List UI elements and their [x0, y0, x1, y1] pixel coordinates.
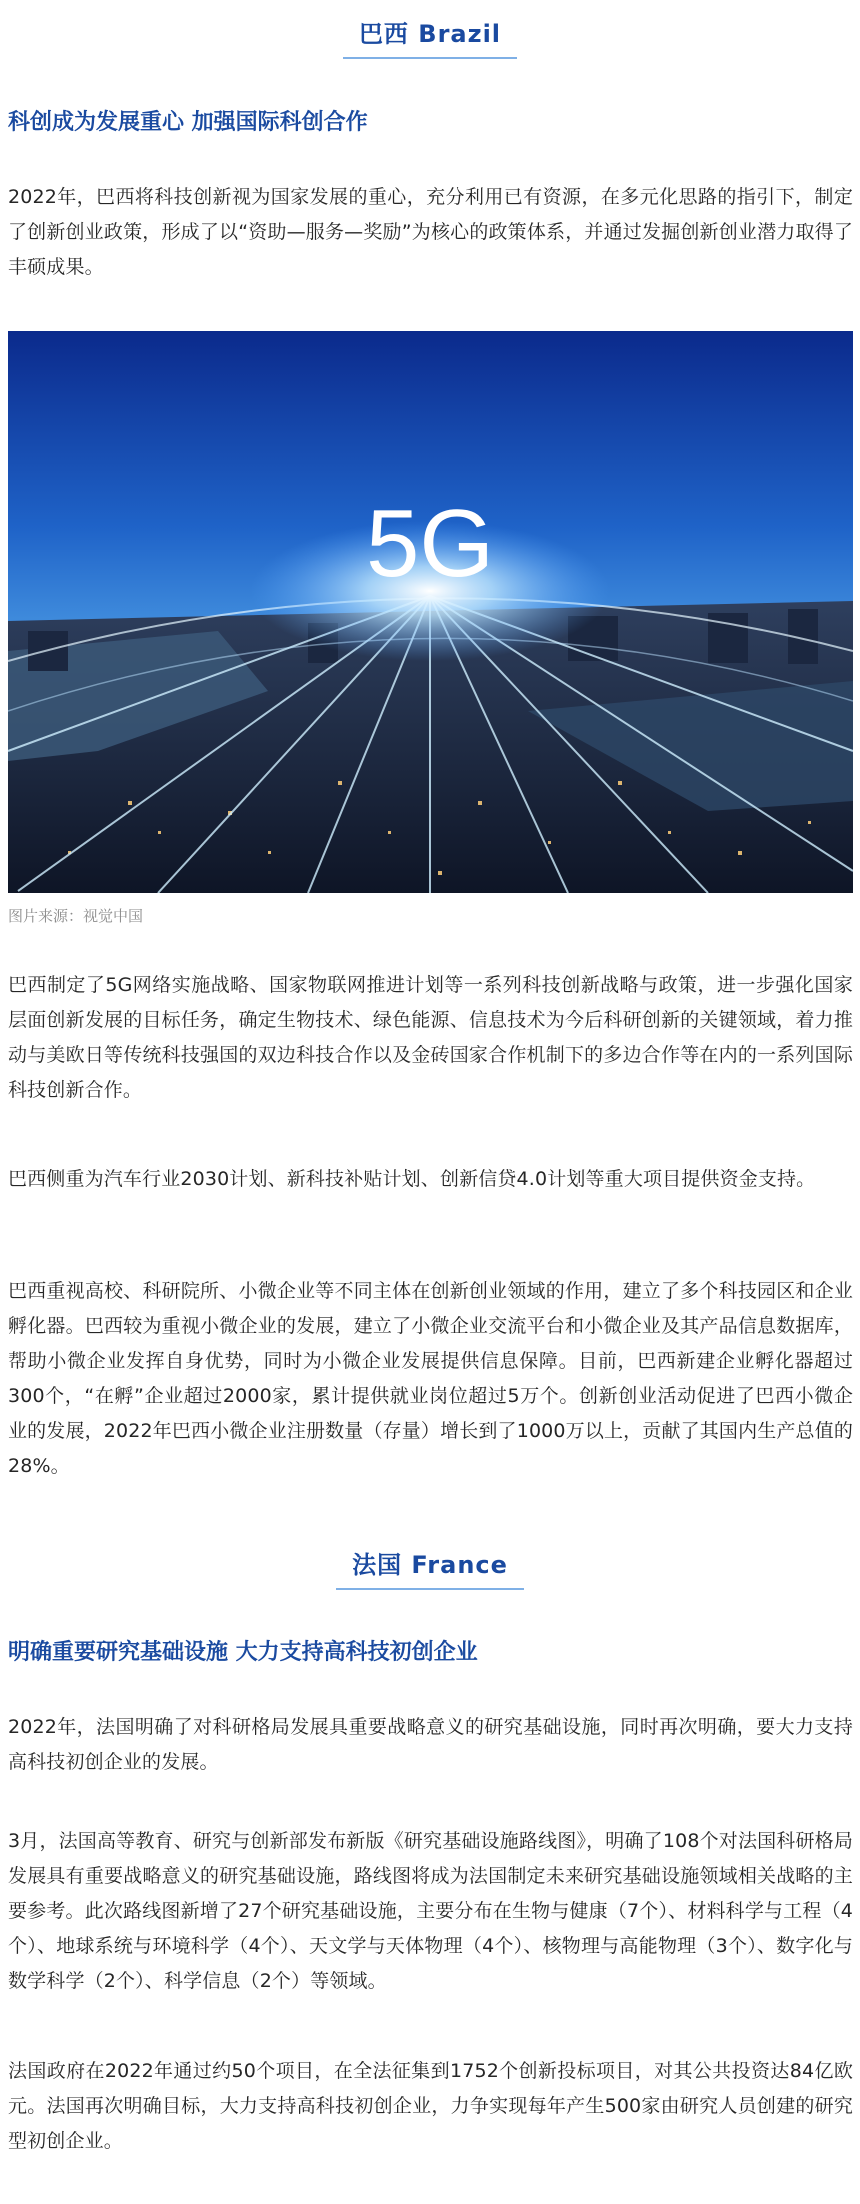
brazil-paragraph-3: 巴西重视高校、科研院所、小微企业等不同主体在创新创业领域的作用，建立了多个科技园区和企业孵化器。巴西较为重视小微企业的发展，建立了小微企业交流平台和小微企业及其产品信息数据库，帮助小微企业发挥自身优势，同时为小微企业发展提供信息保障。目前，巴西新建企业孵化器超过300个，“在孵”企业超过2000家，累计提供就业岗位超过5万个。创新创业活动促进了巴西小微企业的发展，2022年巴西小微企业注册数量（存量）增长到了1000万以上，贡献了其国内生产总值的28%。 [8, 1280, 853, 1477]
5g-overlay-text: 5G [365, 490, 495, 597]
section-heading-france: 明确重要研究基础设施 大力支持高科技初创企业 [8, 1640, 478, 1665]
country-label: 法国 France [342, 1545, 518, 1590]
country-label: 巴西 Brazil [349, 14, 511, 59]
france-paragraph-3: 法国政府在2022年通过约50个项目，在全法征集到1752个创新投标项目，对其公共投资达84亿欧元。法国再次明确目标，大力支持高科技初创企业，力争实现每年产生500家由研究人员创建的研究型初创企业。 [8, 2060, 853, 2152]
section-title-brazil [0, 14, 860, 59]
brazil-intro-paragraph: 2022年，巴西将科技创新视为国家发展的重心，充分利用已有资源，在多元化思路的指引下，制定了创新创业政策，形成了以“资助—服务—奖励”为核心的政策体系，并通过发掘创新创业潜力取得了丰硕成果。 [8, 186, 853, 278]
image-caption: 图片来源：视觉中国 [8, 907, 144, 925]
section-heading-brazil: 科创成为发展重心 加强国际科创合作 [8, 110, 368, 135]
city-5g-photo [8, 331, 853, 893]
section-title-france [0, 1545, 860, 1590]
france-paragraph-1: 2022年，法国明确了对科研格局发展具重要战略意义的研究基础设施，同时再次明确，要大力支持高科技初创企业的发展。 [8, 1716, 853, 1773]
france-paragraph-2: 3月，法国高等教育、研究与创新部发布新版《研究基础设施路线图》，明确了108个对法国科研格局发展具有重要战略意义的研究基础设施，路线图将成为法国制定未来研究基础设施领域相关战略的主要参考。此次路线图新增了27个研究基础设施，主要分布在生物与健康（7个）、材料科学与工程（4个）、地球系统与环境科学（4个）、天文学与天体物理（4个）、核物理与高能物理（3个）、数字化与数学科学（2个）、科学信息（2个）等领域。 [8, 1830, 853, 1992]
brazil-paragraph-1: 巴西制定了5G网络实施战略、国家物联网推进计划等一系列科技创新战略与政策，进一步强化国家层面创新发展的目标任务，确定生物技术、绿色能源、信息技术为今后科研创新的关键领域，着力推动与美欧日等传统科技强国的双边科技合作以及金砖国家合作机制下的多边合作等在内的一系列国际科技创新合作。 [8, 974, 853, 1101]
brazil-paragraph-2: 巴西侧重为汽车行业2030计划、新科技补贴计划、创新信贷4.0计划等重大项目提供资金支持。 [8, 1168, 816, 1190]
